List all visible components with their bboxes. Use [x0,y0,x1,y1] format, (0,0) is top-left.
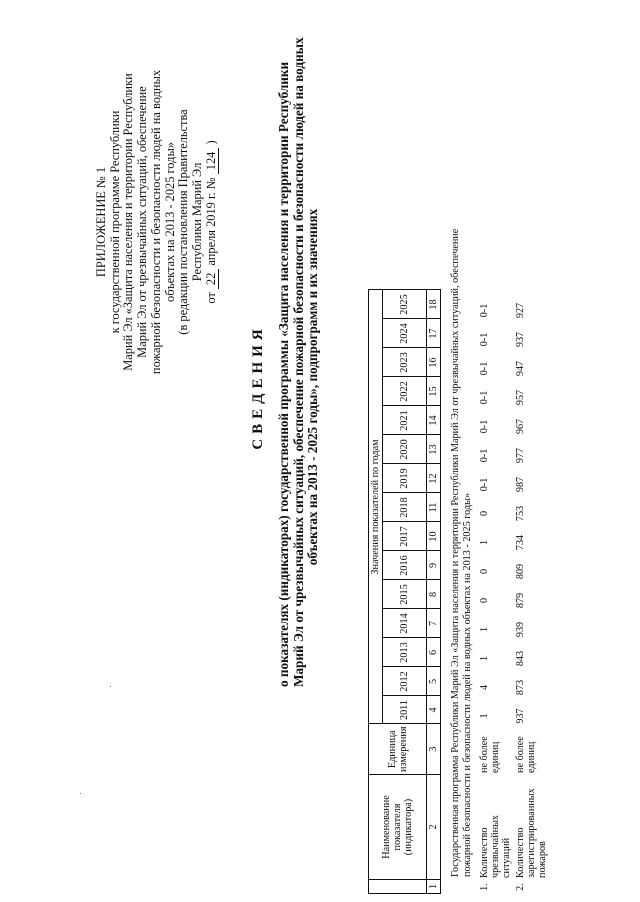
row-value: 977 [515,447,526,464]
row-value: 0-1 [479,419,490,434]
row-value: 0-1 [479,303,490,318]
row-value: 0-1 [479,332,490,347]
column-number: 12 [427,464,441,493]
resolution-number: 124 [205,148,220,175]
row-indicator-name: Количество зарегистрированных пожаров [515,788,548,878]
column-number: 1 [427,880,441,894]
row-value: 843 [515,650,526,667]
row-unit: не более единиц [479,736,501,773]
year-header: 2013 [383,638,427,667]
subtitle-line: объектах на 2013 - 2025 годы», подпрограмм и их значениях [305,208,321,566]
indicators-table [368,290,441,895]
column-number: 18 [427,290,441,319]
column-number: 14 [427,406,441,435]
column-number: 2 [427,775,441,880]
row-value: 0-1 [479,448,490,463]
appendix-line: Марий Эл «Защита населения и территории Республики [121,73,136,371]
column-number: 15 [427,377,441,406]
document-subtitle [276,37,321,687]
year-header: 2017 [383,522,427,551]
section-title: Государственная программа Республики Марий Эл «Защита населения и территории Республики Марий Эл от чрезвычайных ситуаций, обеспечение пожарной безопасности и безопасности людей на водных объектах на 2013 - 2025 годы» [450,228,473,877]
row-value: 987 [515,476,526,493]
appendix-date-line [205,42,220,402]
row-value: 873 [515,679,526,696]
row-value: 1 [479,539,490,546]
row-value: 4 [479,684,490,691]
scan-speck [110,686,111,687]
column-number: 5 [427,667,441,696]
year-header: 2024 [383,319,427,348]
row-value: 879 [515,592,526,609]
row-value: 947 [515,360,526,377]
row-indicator-name: Количество чрезвычайных ситуаций [479,814,512,878]
year-header: 2012 [383,667,427,696]
document-title: СВЕДЕНИЯ [250,324,266,450]
row-unit: не более единиц [515,736,537,773]
year-header: 2015 [383,580,427,609]
subtitle-line: Марий Эл от чрезвычайных ситуаций, обеспечение пожарной безопасности и безопасности людей на водных [290,37,306,687]
subtitle-line: о показателях (индикаторах) государственной программы «Защита населения и территории Республики [276,61,291,687]
row-value: 967 [515,418,526,435]
column-number: 17 [427,319,441,348]
row-value: 734 [515,534,526,551]
column-number: 11 [427,493,441,522]
year-header: 2022 [383,377,427,406]
year-header: 2025 [383,290,427,319]
row-value: 753 [515,505,526,522]
column-number: 13 [427,435,441,464]
row-value: 939 [515,621,526,638]
year-header: 2011 [383,696,427,724]
appendix-line: ПРИЛОЖЕНИЕ № 1 [94,166,108,278]
row-number: 2. [515,883,526,891]
date-close: ) [203,140,218,145]
year-header: 2021 [383,406,427,435]
year-header: 2020 [383,435,427,464]
row-value: 0-1 [479,390,490,405]
row-number: 1. [479,883,490,891]
column-number: 9 [427,551,441,580]
header-row-top [369,290,383,894]
row-value: 809 [515,563,526,580]
scan-speck [80,793,81,794]
header-unit: Единица измерения [369,724,427,775]
header-values-by-year: Значения показателей по годам [369,290,383,724]
column-number: 3 [427,724,441,775]
row-value: 1 [479,626,490,633]
header-number-cell [369,880,427,894]
table-row [478,296,514,894]
year-header: 2014 [383,609,427,638]
row-value: 937 [515,331,526,348]
date-rest: апреля 2019 г. № [203,177,218,266]
column-number: 6 [427,638,441,667]
appendix-line: пожарной безопасности и безопасности людей на водных [148,69,163,375]
date-day: 22 [205,269,220,289]
year-header: 2023 [383,348,427,377]
column-number: 4 [427,696,441,724]
row-value: 0 [479,597,490,604]
row-value: 927 [515,302,526,319]
year-header: 2019 [383,464,427,493]
year-header: 2016 [383,551,427,580]
header-indicator-name: Наименование показателя (индикатора) [369,775,427,880]
row-value: 0-1 [479,477,490,492]
column-number-row [427,290,441,894]
column-number: 16 [427,348,441,377]
appendix-line: (в редакции постановления Правительства [176,109,191,335]
date-prefix: от [203,292,218,304]
row-value: 0 [479,510,490,517]
appendix-line: к государственной программе Республики [107,110,122,334]
appendix-block [95,42,219,402]
appendix-line: Республики Марий Эл [189,162,204,282]
table-row [514,296,564,894]
document-heading [250,37,321,687]
indicators-rows [478,296,564,894]
row-value: 1 [479,655,490,662]
column-number: 8 [427,580,441,609]
appendix-line: Марий Эл от чрезвычайных ситуаций, обеспечение [135,86,150,358]
row-value: 937 [515,708,526,724]
column-number: 7 [427,609,441,638]
row-value: 1 [479,713,490,719]
column-number: 10 [427,522,441,551]
year-header: 2018 [383,493,427,522]
row-value: 0-1 [479,361,490,376]
appendix-line: объектах на 2013 - 2025 годы» [162,142,177,302]
row-value: 957 [515,389,526,406]
row-value: 0 [479,568,490,575]
